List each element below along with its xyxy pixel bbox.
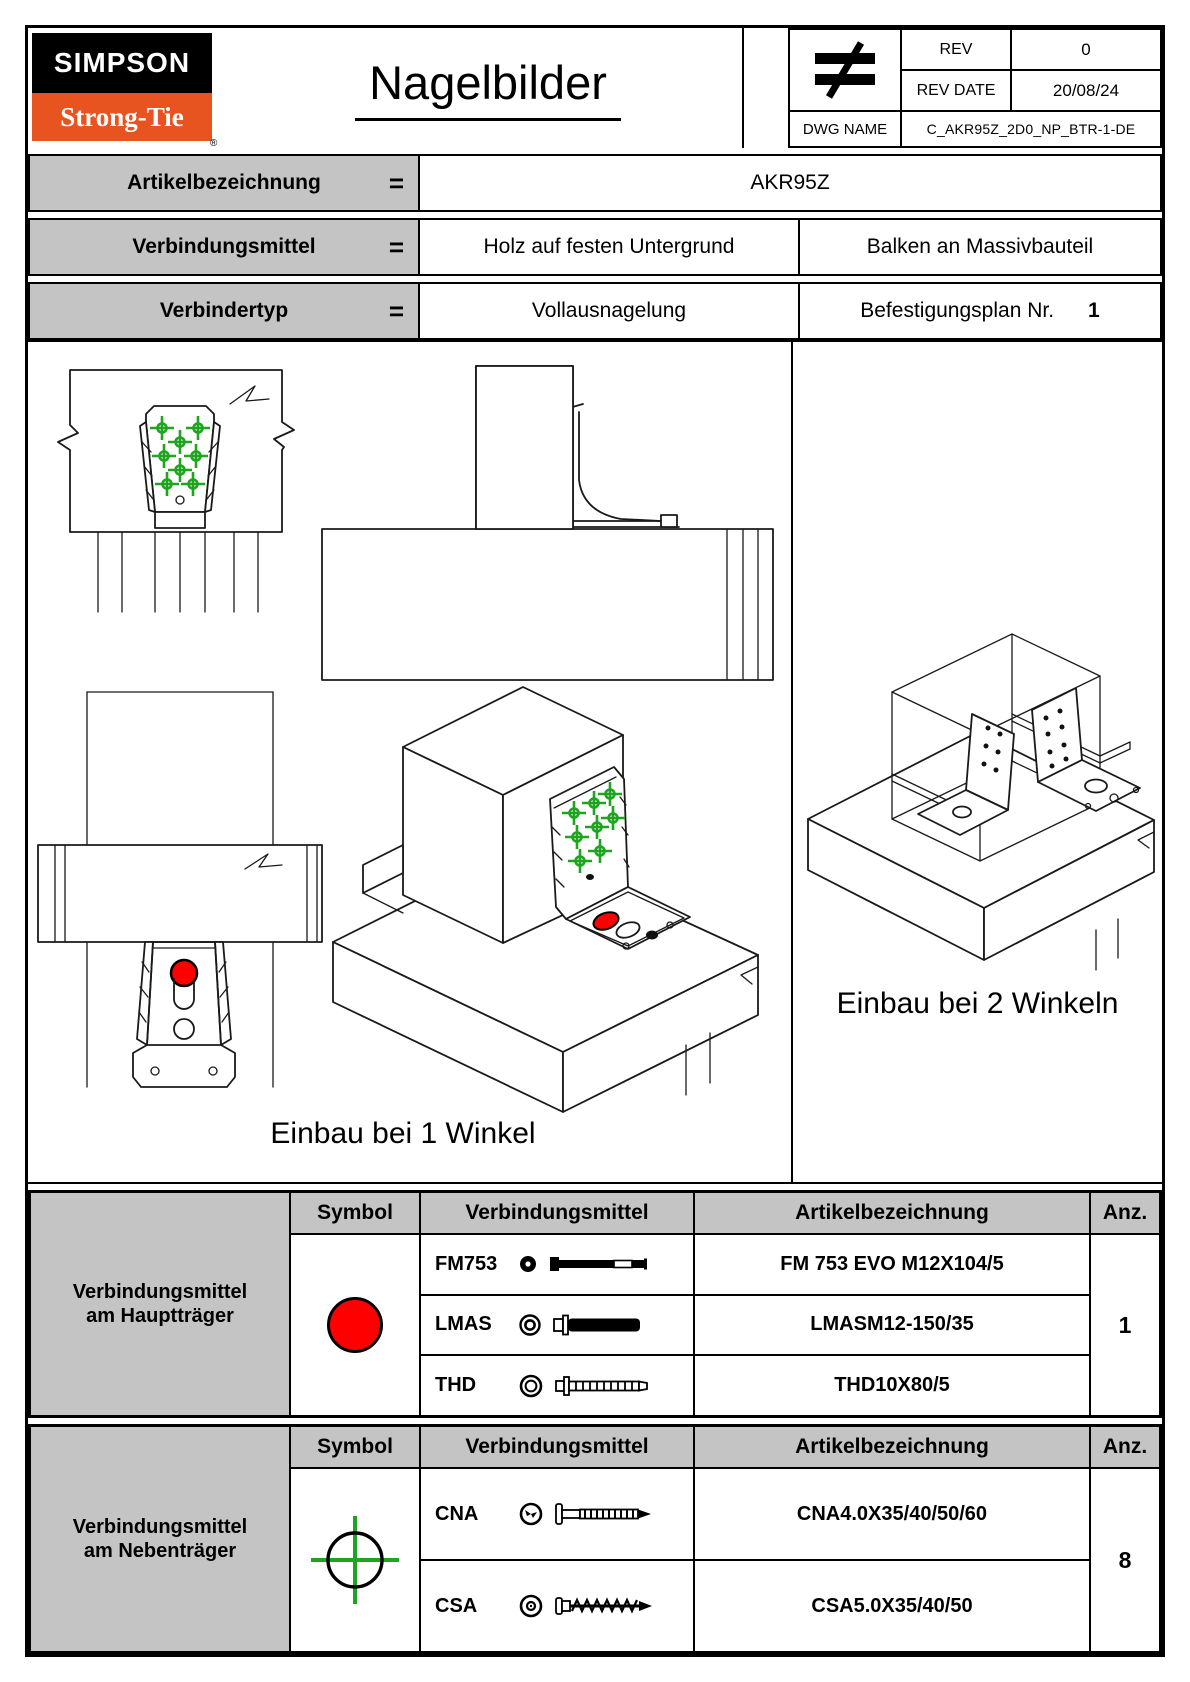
fastener-code: FM753 [435,1252,498,1275]
angle-bracket-bottom [133,942,235,1087]
article-value: AKR95Z [418,156,1160,210]
thd-head-icon [519,1374,543,1398]
caption-two-angles: Einbau bei 2 Winkeln [836,987,1119,1020]
thd-side-icon [555,1373,655,1399]
section-label: am Hauptträger [86,1305,234,1327]
article-value: LMASM12-150/35 [695,1296,1089,1355]
section-label: Verbindungsmittel [72,1281,248,1303]
article-value: CNA4.0X35/40/50/60 [695,1469,1089,1559]
fastener-value-left: Holz auf festen Untergrund [418,220,798,274]
article-value: FM 753 EVO M12X104/5 [695,1235,1089,1294]
fm753-head-icon [519,1255,537,1273]
connector-type-label: Verbindertyp [159,299,289,322]
article-value: THD10X80/5 [695,1356,1089,1415]
csa-side-icon [555,1593,655,1619]
dwg-name-label: DWG NAME [788,110,902,148]
fixing-plan-label: Befestigungsplan Nr. [860,299,1055,322]
equals-sign: = [388,231,404,262]
rev-date-label: REV DATE [900,69,1012,112]
fastener-header: Verbindungsmittel [421,1193,693,1233]
drawing-area [28,340,1162,1184]
article-value: CSA5.0X35/40/50 [695,1561,1089,1651]
fastener-code: CSA [435,1594,478,1617]
lmas-side-icon [553,1312,653,1338]
rev-value: 0 [1010,28,1162,71]
symbol-header: Symbol [291,1427,419,1467]
fastener-code: THD [435,1374,477,1397]
registered-mark: ® [210,138,218,149]
dwg-name-value: C_AKR95Z_2D0_NP_BTR-1-DE [900,110,1162,148]
plan-view-anchor-drawing [36,657,326,1089]
isometric-one-bracket-drawing [318,637,783,1122]
lmas-head-icon [519,1314,541,1336]
caption-one-angle: Einbau bei 1 Winkel [270,1117,536,1150]
fastener-table-secondary-member [28,1424,1162,1654]
page-title: Nagelbilder [355,55,621,121]
article-header: Artikelbezeichnung [695,1193,1089,1233]
rev-date-value: 20/08/24 [1010,69,1162,112]
beam-outline [38,845,322,942]
bracket-profile [569,404,679,527]
cna-side-icon [555,1501,655,1527]
info-row-article [28,154,1162,212]
fm753-side-icon [549,1252,649,1276]
qty-value: 1 [1091,1235,1159,1415]
drawing-sheet [25,25,1165,1657]
fastener-code: CNA [435,1502,479,1525]
front-view-nail-pattern-drawing [50,362,300,614]
fastener-table-main-member [28,1190,1162,1418]
equals-sign: = [388,167,404,198]
info-row-fastener-type [28,218,1162,276]
fastener-header: Verbindungsmittel [421,1427,693,1467]
projection-symbol-icon [788,28,902,112]
fastener-value-right: Balken an Massivbauteil [798,220,1160,274]
brand-logo [28,28,234,148]
panel-divider [791,342,793,1182]
red-anchor-symbol [291,1235,419,1415]
logo-simpson: SIMPSON [32,33,212,93]
symbol-header: Symbol [291,1193,419,1233]
green-nail-symbol [291,1469,419,1651]
section-label: am Nebenträger [83,1540,237,1562]
rev-label: REV [900,28,1012,71]
title-block [28,28,1162,148]
qty-header: Anz. [1091,1427,1159,1467]
fastener-code: LMAS [435,1313,492,1336]
qty-header: Anz. [1091,1193,1159,1233]
fixing-plan-number: 1 [1088,299,1100,322]
revision-block [742,28,1162,148]
cna-head-icon [519,1502,543,1526]
article-header: Artikelbezeichnung [695,1427,1089,1467]
csa-head-icon [519,1594,543,1618]
fastener-label: Verbindungsmittel [132,235,316,258]
equals-sign: = [388,295,404,326]
logo-strongtie: Strong-Tie [32,93,212,141]
nailing-value: Vollausnagelung [418,284,798,338]
qty-value: 8 [1091,1469,1159,1651]
section-label: Verbindungsmittel [72,1516,248,1538]
isometric-two-brackets-drawing [800,614,1162,982]
info-row-connector-type [28,282,1162,340]
article-label: Artikelbezeichnung [127,171,321,194]
